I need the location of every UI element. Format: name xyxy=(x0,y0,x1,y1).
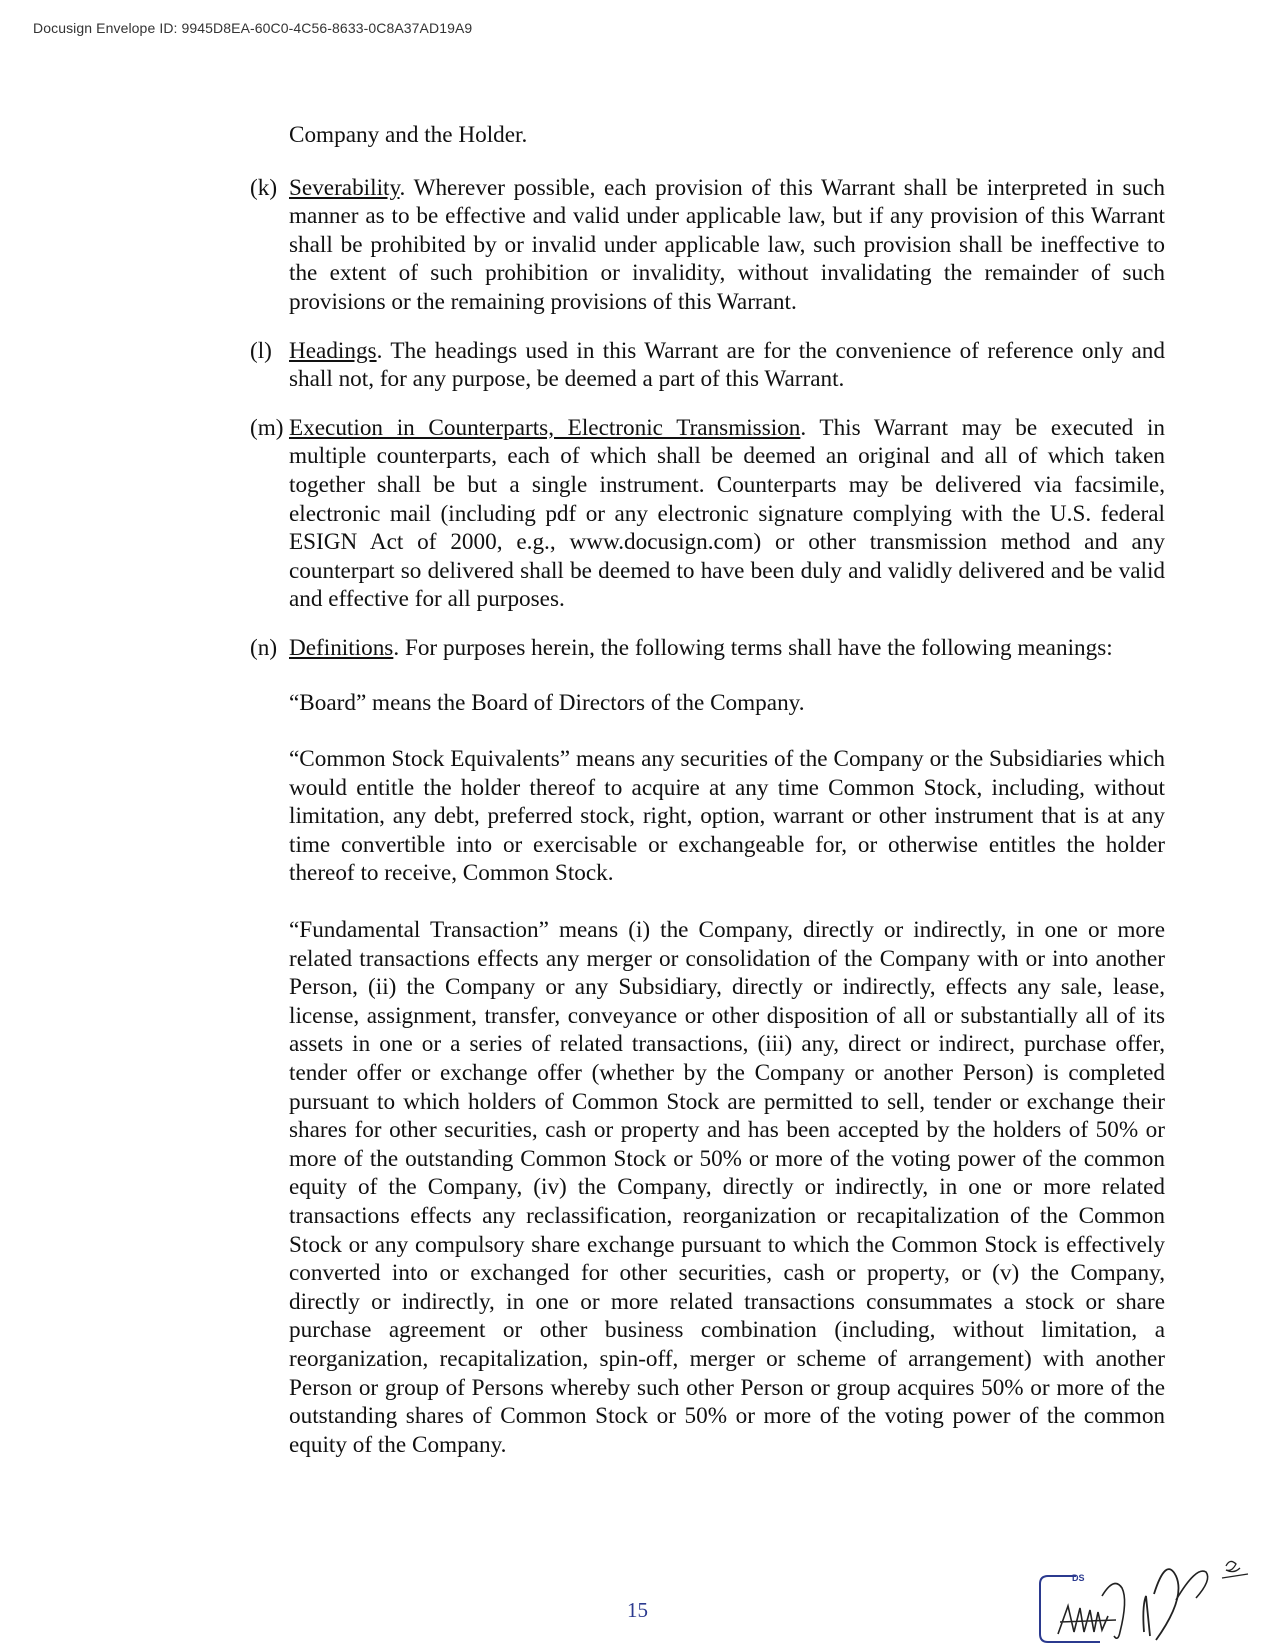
section-heading: Execution in Counterparts, Electronic Transmission xyxy=(289,414,801,441)
section-label: (k) xyxy=(250,174,278,201)
docusign-initials-signature xyxy=(1036,1536,1256,1646)
ds-label: DS xyxy=(1072,1573,1085,1583)
section-text: . For purposes herein, the following terms shall have the following meanings: xyxy=(393,634,1113,661)
signature-block xyxy=(1036,1536,1256,1646)
section-text: . This Warrant may be executed in multiple counterparts, each of which shall be deemed an original and all of which taken together shall be but a single instrument. Counterparts may be delivered via facsimile, electronic mail (including pdf or any electronic signature complying with the U.S. federal ESIGN Act of 2000, e.g., www.docusign.com) or other transmission method and any counterpart so delivered shall be deemed to have been duly and validly delivered and be valid and effective for all purposes. xyxy=(289,414,1165,613)
section-label: (l) xyxy=(250,337,272,364)
section-heading: Severability xyxy=(289,174,400,201)
section-label: (m) xyxy=(250,414,284,441)
section-text: . The headings used in this Warrant are for the convenience of reference only and shall not, for any purpose, be deemed a part of this Warrant. xyxy=(289,337,1165,393)
section-heading: Definitions xyxy=(289,634,394,661)
document-body xyxy=(250,121,1165,1487)
definition-board: “Board” means the Board of Directors of the Company. xyxy=(289,689,805,716)
section-k xyxy=(250,174,1165,317)
envelope-id: Docusign Envelope ID: 9945D8EA-60C0-4C56-8633-0C8A37AD19A9 xyxy=(33,20,473,36)
section-n xyxy=(250,634,1165,663)
continuation-text: Company and the Holder. xyxy=(289,122,528,148)
section-m xyxy=(250,414,1165,614)
page-number: 15 xyxy=(627,1598,648,1622)
definition-common-stock-equivalents: “Common Stock Equivalents” means any securities of the Company or the Subsidiaries which would entitle the holder thereof to acquire at any time Common Stock, including, without limitation, any debt, preferred stock, right, option, warrant or other instrument that is at any time convertible into or exercisable or exchangeable for, or otherwise entitles the holder thereof to receive, Common Stock. xyxy=(289,746,1165,887)
section-l xyxy=(250,337,1165,394)
section-text: . Wherever possible, each provision of this Warrant shall be interpreted in such manner as to be effective and valid under applicable law, but if any provision of this Warrant shall be prohibited by or invalid under applicable law, such provision shall be ineffective to the extent of such prohibition or invalidity, without invalidating the remainder of such provisions or the remaining provisions of this Warrant. xyxy=(289,174,1165,315)
definition-fundamental-transaction: “Fundamental Transaction” means (i) the Company, directly or indirectly, in one or more related transactions effects any merger or consolidation of the Company with or into another Person, (ii) the Company or any Subsidiary, directly or indirectly, effects any sale, lease, license, assignment, transfer, conveyance or other disposition of all or substantially all of its assets in one or a series of related transactions, (iii) any, direct or indirect, purchase offer, tender offer or exchange offer (whether by the Company or another Person) is completed pursuant to which holders of Common Stock are permitted to sell, tender or exchange their shares for other securities, cash or property and has been accepted by the holders of 50% or more of the outstanding Common Stock or 50% or more of the voting power of the common equity of the Company, (iv) the Company, directly or indirectly, in one or more related transactions effects any reclassification, reorganization or recapitalization of the Common Stock or any compulsory share exchange pursuant to which the Common Stock is effectively converted into or exchanged for other securities, cash or property, or (v) the Company, directly or indirectly, in one or more related transactions consummates a stock or share purchase agreement or other business combination (including, without limitation, a reorganization, recapitalization, spin-off, merger or scheme of arrangement) with another Person or group of Persons whereby such other Person or group acquires 50% or more of the outstanding shares of Common Stock or 50% or more of the voting power of the common equity of the Company. xyxy=(289,917,1165,1458)
section-heading: Headings xyxy=(289,337,377,364)
section-label: (n) xyxy=(250,634,278,661)
